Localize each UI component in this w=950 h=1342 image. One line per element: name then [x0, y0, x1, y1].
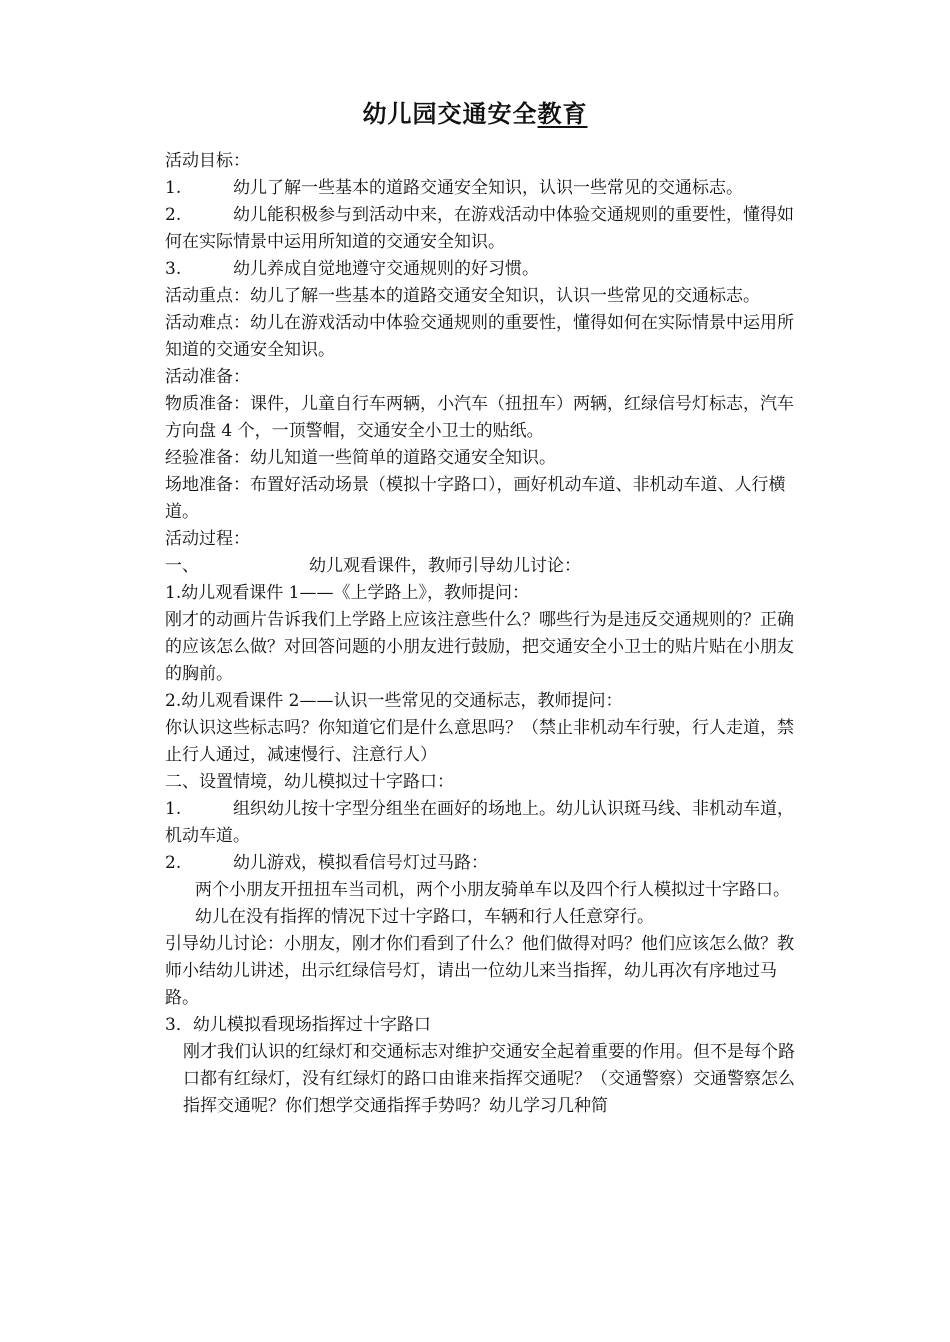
difficulty: 活动难点：幼儿在游戏活动中体验交通规则的重要性，懂得如何在实际情景中运用所知道的交通安全知识。 [165, 313, 794, 360]
prep-material: 物质准备：课件，儿童自行车两辆，小汽车（扭扭车）两辆，红绿信号灯标志，汽车方向盘 4 个，一顶警帽，交通安全小卫士的贴纸。 [165, 394, 794, 441]
s2-discuss: 引导幼儿讨论：小朋友，刚才你们看到了什么？他们做得对吗？他们应该怎么做？教师小结幼儿讲述，出示红绿信号灯，请出一位幼儿来当指挥，幼儿再次有序地过马路。 [165, 934, 794, 1008]
goal-number: 1. [165, 178, 182, 198]
section-two-heading: 二、设置情境，幼儿模拟过十字路口： [165, 772, 454, 792]
s2-item [165, 850, 795, 877]
s2-item-2-body: 两个小朋友开扭扭车当司机，两个小朋友骑单车以及四个行人模拟过十字路口。幼儿在没有指挥的情况下过十字路口，车辆和行人任意穿行。 [195, 880, 790, 927]
s2-item-3: 3．幼儿模拟看现场指挥过十字路口 [165, 1015, 431, 1035]
s2-item-3-body: 刚才我们认识的红绿灯和交通标志对维护交通安全起着重要的作用。但不是每个路口都有红绿灯，没有红绿灯的路口由谁来指挥交通呢？（交通警察）交通警察怎么指挥交通呢？你们想学交通指挥手势吗？幼儿学习几种简 [183, 1042, 795, 1116]
s2-item-number: 1. [165, 799, 182, 819]
s2-item [165, 796, 795, 850]
goals-heading: 活动目标： [165, 151, 250, 171]
key-point: 活动重点：幼儿了解一些基本的道路交通安全知识，认识一些常见的交通标志。 [165, 286, 760, 306]
page-title [0, 94, 950, 129]
s1-item-2-body: 你认识这些标志吗？你知道它们是什么意思吗？（禁止非机动车行驶，行人走道，禁止行人通过，减速慢行、注意行人） [165, 718, 794, 765]
s1-item-1: 1.幼儿观看课件 1——《上学路上》，教师提问： [165, 583, 529, 603]
goal-text: 幼儿能积极参与到活动中来，在游戏活动中体验交通规则的重要性，懂得如何在实际情景中运用所知道的交通安全知识。 [165, 205, 794, 252]
prep-site: 场地准备：布置好活动场景（模拟十字路口），画好机动车道、非机动车道、人行横道。 [165, 475, 786, 522]
goal-item [165, 202, 795, 256]
s2-item-text: 组织幼儿按十字型分组坐在画好的场地上。幼儿认识斑马线、非机动车道，机动车道。 [165, 799, 794, 846]
prep-heading: 活动准备： [165, 367, 250, 387]
section-one-heading [165, 553, 795, 580]
goal-number: 3. [165, 259, 182, 279]
prep-experience: 经验准备：幼儿知道一些简单的道路交通安全知识。 [165, 448, 556, 468]
title-underlined: 教育 [537, 100, 588, 128]
section-number: 一、 [165, 556, 199, 576]
goal-text: 幼儿了解一些基本的道路交通安全知识，认识一些常见的交通标志。 [233, 178, 743, 198]
goal-text: 幼儿养成自觉地遵守交通规则的好习惯。 [233, 259, 539, 279]
s1-item-2: 2.幼儿观看课件 2——认识一些常见的交通标志，教师提问： [165, 691, 623, 711]
s2-item-number: 2. [165, 853, 182, 873]
goal-number: 2. [165, 205, 182, 225]
goal-item [165, 175, 795, 202]
s1-item-1-body: 刚才的动画片告诉我们上学路上应该注意些什么？哪些行为是违反交通规则的？正确的应该怎么做？对回答问题的小朋友进行鼓励，把交通安全小卫士的贴片贴在小朋友的胸前。 [165, 610, 794, 684]
process-heading: 活动过程： [165, 529, 250, 549]
s2-item-text: 幼儿游戏，模拟看信号灯过马路： [233, 853, 488, 873]
title-main: 幼儿园交通安全 [362, 100, 538, 128]
goal-item [165, 256, 795, 283]
section-text: 幼儿观看课件，教师引导幼儿讨论： [309, 556, 581, 576]
document-body [165, 148, 795, 1120]
